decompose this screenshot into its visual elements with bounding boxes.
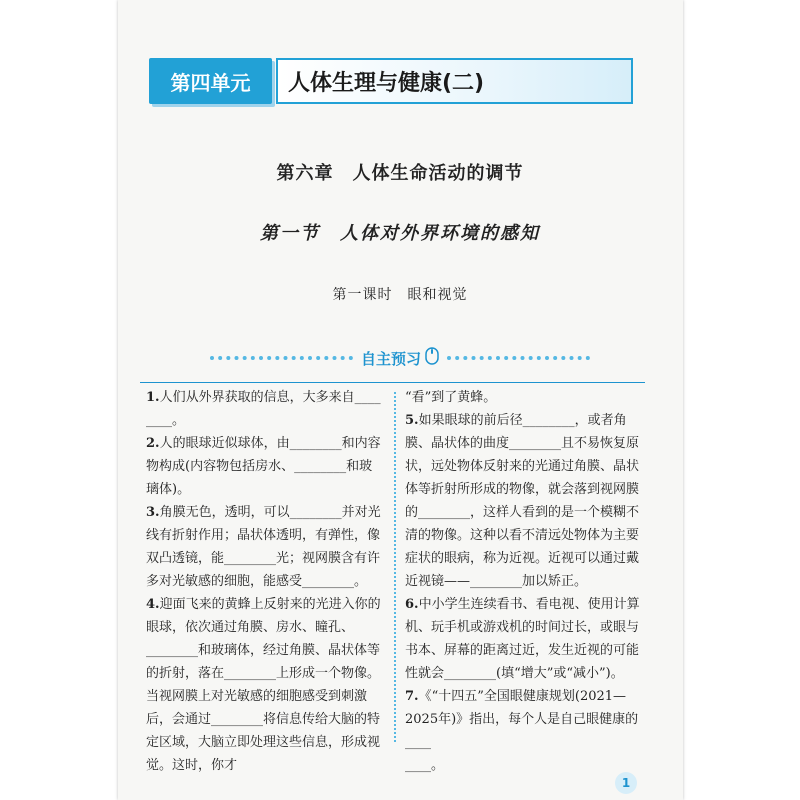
questions-right-column <box>405 386 643 777</box>
question-text: 人们从外界获取的信息，大多来自____ ____。 <box>146 390 381 428</box>
question-item <box>405 386 643 409</box>
question-number: 2. <box>146 436 160 451</box>
question-text: 《“十四五”全国眼健康规划(2021—2025年)》指出，每个人是自己眼健康的____ ____。 <box>405 689 639 773</box>
question-number: 7. <box>405 689 419 704</box>
preview-heading <box>210 346 590 370</box>
questions-left-column <box>146 386 384 777</box>
question-item <box>146 386 384 432</box>
question-text: 人的眼球近似球体，由________和内容物构成(内容物包括房水、________和玻璃体)。 <box>146 436 381 497</box>
question-number: 5. <box>405 413 419 428</box>
dotted-rule-right <box>447 356 590 360</box>
unit-label: 第四单元 <box>149 58 272 104</box>
preview-label: 自主预习 <box>361 349 422 368</box>
column-divider <box>394 392 396 742</box>
question-number: 1. <box>146 390 160 405</box>
unit-header <box>149 52 634 108</box>
dotted-rule-left <box>210 356 353 360</box>
unit-title: 人体生理与健康(二) <box>276 58 633 104</box>
page-number: 1 <box>615 772 637 794</box>
lesson-title: 第一课时 眼和视觉 <box>332 287 468 303</box>
question-item <box>405 409 643 593</box>
question-text: “看”到了黄蜂。 <box>405 390 497 405</box>
question-number: 3. <box>146 505 160 520</box>
content-frame-line <box>140 382 645 383</box>
question-item <box>405 593 643 685</box>
mouse-icon <box>425 347 439 369</box>
question-text: 中小学生连续看书、看电视、使用计算机、玩手机或游戏机的时间过长，或眼与书本、屏幕的距离过近，发生近视的可能性就会________(填“增大”或“减小”)。 <box>405 597 640 681</box>
question-item <box>146 432 384 501</box>
preview-label-group <box>361 347 439 369</box>
question-item <box>146 501 384 593</box>
question-text: 角膜无色，透明，可以________并对光线有折射作用；晶状体透明，有弹性，像双凸透镜，能________光；视网膜含有许多对光敏感的细胞，能感受________。 <box>146 505 381 589</box>
question-number: 6. <box>405 597 419 612</box>
question-text: 迎面飞来的黄蜂上反射来的光进入你的眼球，依次通过角膜、房水、瞳孔、________和玻璃体，经过角膜、晶状体等的折射，落在________上形成一个物像。当视网膜上对光敏感的细胞感受到刺激后，会通过________将信息传给大脑的特定区域，大脑立即处理这些信息，形成视觉。这时，你才 <box>146 597 381 773</box>
section-title: 第一节 人体对外界环境的感知 <box>260 223 540 244</box>
question-text: 如果眼球的前后径________，或者角膜、晶状体的曲度________且不易恢复原状，远处物体反射来的光通过角膜、晶状体等折射所形成的物像，就会落到视网膜的________，这样人看到的是一个模糊不清的物像。这种以看不清远处物体为主要症状的眼病，称为近视。近视可以通过戴近视镜——________加以矫正。 <box>405 413 640 589</box>
question-item <box>405 685 643 777</box>
question-number: 4. <box>146 597 160 612</box>
question-item <box>146 593 384 777</box>
chapter-title: 第六章 人体生命活动的调节 <box>276 163 524 184</box>
